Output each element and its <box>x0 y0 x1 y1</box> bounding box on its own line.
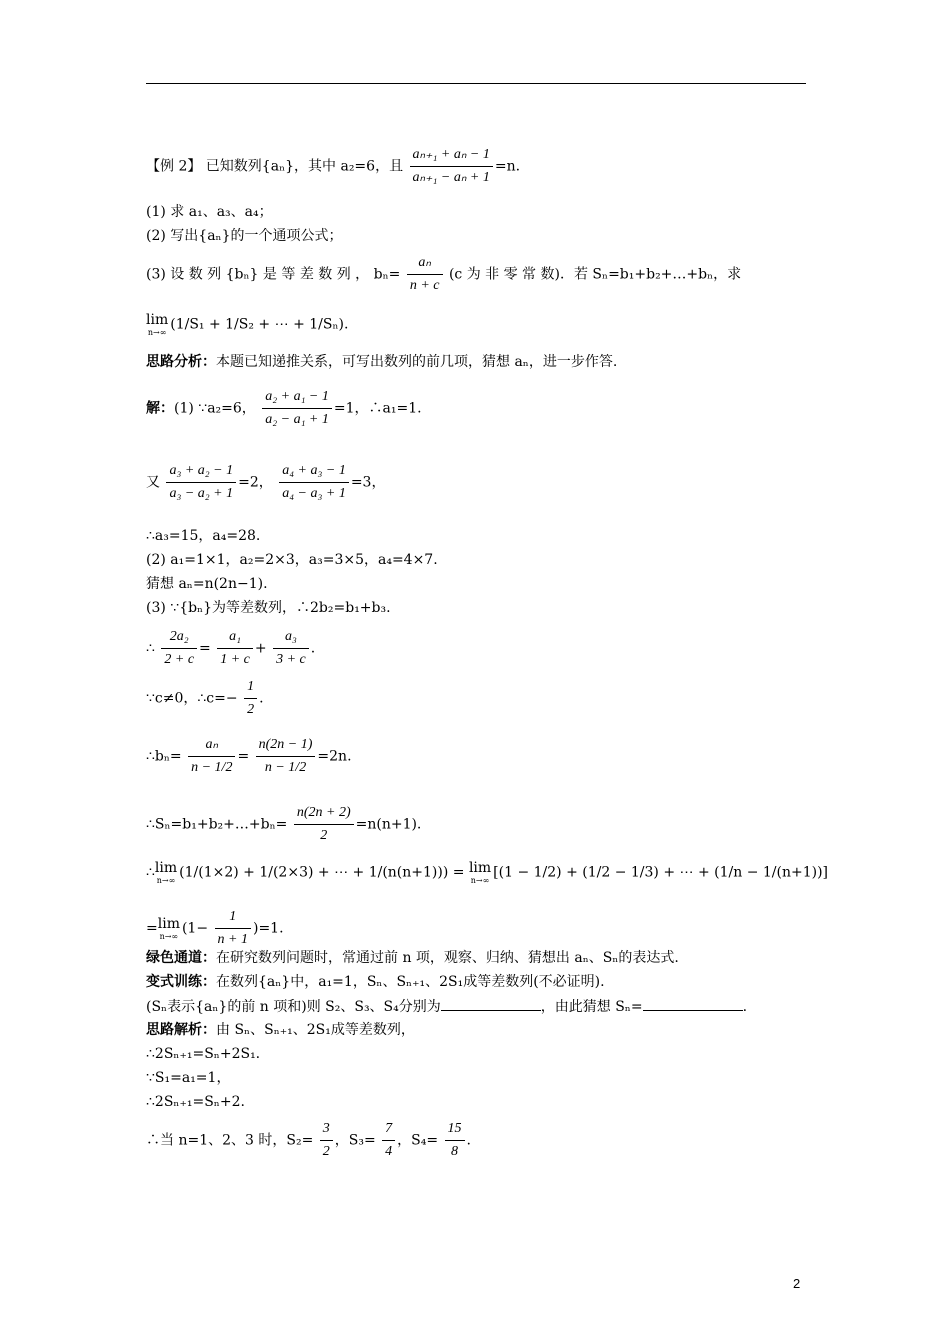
analysis2-step-2: ∵S₁=a₁=1， <box>146 1070 231 1086</box>
header-rule <box>146 83 806 84</box>
solution-step-6: (3) ∵{bₙ}为等差数列，∴2b₂=b₁+b₃. <box>146 600 391 616</box>
solution-step-9: ∴bₙ= $\frac{\text{aₙ}}{n - 1/2}$ = $\frac{n(2n - 1)}{n - 1/2}$ =2n. <box>146 734 352 779</box>
green-channel: 绿色通道：在研究数列问题时，常通过前 n 项，观察、归纳、猜想出 aₙ、Sₙ的表达式. <box>146 950 679 966</box>
solution-step-10: ∴Sₙ=b₁+b₂+…+bₙ= $\frac{n(2n + 2)}{2}$ =n(n+1). <box>146 802 421 847</box>
example-label: 【例 2】 <box>146 158 202 175</box>
analysis2-line: 思路解析：由 Sₙ、Sₙ₊₁、2S₁成等差数列， <box>146 1022 415 1038</box>
q3-fraction: $\frac{\text{aₙ}}{n + c}$ <box>407 252 443 297</box>
condition-tail: =n. <box>494 158 521 175</box>
page-number: 2 <box>793 1276 801 1291</box>
example-intro: 已知数列{aₙ}，其中 a₂=6，且 <box>201 158 404 175</box>
solution-step-7: ∴ $\frac{\text{2a₂}}{2 + c}$ = $\frac{\text{a₁}}{1 + c}$ + $\frac{\text{a₃}}{3 + c}$ . <box>146 626 315 671</box>
solution-step-4: (2) a₁=1×1，a₂=2×3，a₃=3×5，a₄=4×7. <box>146 552 438 568</box>
solution-step-8: ∵c≠0，∴c=− $\frac{1}{2}$ . <box>146 676 264 721</box>
analysis2-step-1: ∴2Sₙ₊₁=Sₙ+2S₁. <box>146 1046 261 1062</box>
question-3: (3) 设 数 列 {bₙ} 是 等 差 数 列 ， bₙ= $\frac{\text{aₙ}}{n + c}$ (c 为 非 零 常 数)．若 Sₙ=b₁+b₂+…+bₙ，求 <box>146 252 741 297</box>
solution-step-12: = lim n→∞ (1− $\frac{1}{n + 1}$ )=1. <box>146 906 284 951</box>
question-3-limit: lim n→∞ (1/S₁ + 1/S₂ + ⋯ + 1/Sₙ). <box>146 312 349 337</box>
solution-step-2: 又 $\frac{\text{a₃ + a₂ − 1}}{\text{a₃ − a₂ + 1}}$ =2， $\frac{\text{a₄ + a₃ − 1}}{\text{a₄ − a₃ + 1}}$ =3， <box>146 460 385 505</box>
variant-line-2: (Sₙ表示{aₙ}的前 n 项和)则 S₂、S₃、S₄分别为 ，由此猜想 Sₙ= . <box>146 996 747 1017</box>
answer-blank-2[interactable] <box>643 996 743 1011</box>
variant-label: 变式训练： <box>146 974 216 990</box>
solution-step-1: 解：(1) ∵a₂=6， $\frac{\text{a₂ + a₁ − 1}}{\text{a₂ − a₁ + 1}}$ =1，∴a₁=1. <box>146 386 422 431</box>
analysis2-label: 思路解析： <box>146 1022 216 1038</box>
condition-fraction: $\frac{\text{aₙ₊₁ + aₙ − 1}}{\text{aₙ₊₁ − aₙ + 1}}$ <box>410 144 493 189</box>
analysis-label: 思路分析： <box>146 354 216 370</box>
solution-step-5: 猜想 aₙ=n(2n−1). <box>146 576 268 592</box>
analysis2-step-4: ∴当 n=1、2、3 时，S₂= $\frac{3}{2}$ ，S₃= $\frac{7}{4}$ ，S₄= $\frac{15}{8}$ . <box>146 1118 471 1163</box>
limit-symbol: lim n→∞ <box>146 312 169 337</box>
question-2: (2) 写出{aₙ}的一个通项公式； <box>146 228 343 244</box>
question-1: (1) 求 a₁、a₃、a₄； <box>146 204 273 220</box>
example-line <box>146 144 520 189</box>
answer-blank-1[interactable] <box>441 996 541 1011</box>
solution-step-3: ∴a₃=15，a₄=28. <box>146 528 261 544</box>
solution-label: 解： <box>146 400 174 417</box>
solution-step-11: ∴ lim n→∞ (1/(1×2) + 1/(2×3) + ⋯ + 1/(n(n+1))) = lim n→∞ [(1 − 1/2) + (1/2 − 1/3) + ⋯ + (1/n − 1/(n+1))] <box>146 860 828 885</box>
green-label: 绿色通道： <box>146 950 216 966</box>
analysis2-step-3: ∴2Sₙ₊₁=Sₙ+2. <box>146 1094 245 1110</box>
analysis-line: 思路分析：本题已知递推关系，可写出数列的前几项，猜想 aₙ，进一步作答. <box>146 354 618 370</box>
variant-line-1: 变式训练：在数列{aₙ}中，a₁=1，Sₙ、Sₙ₊₁、2S₁成等差数列(不必证明). <box>146 974 605 990</box>
